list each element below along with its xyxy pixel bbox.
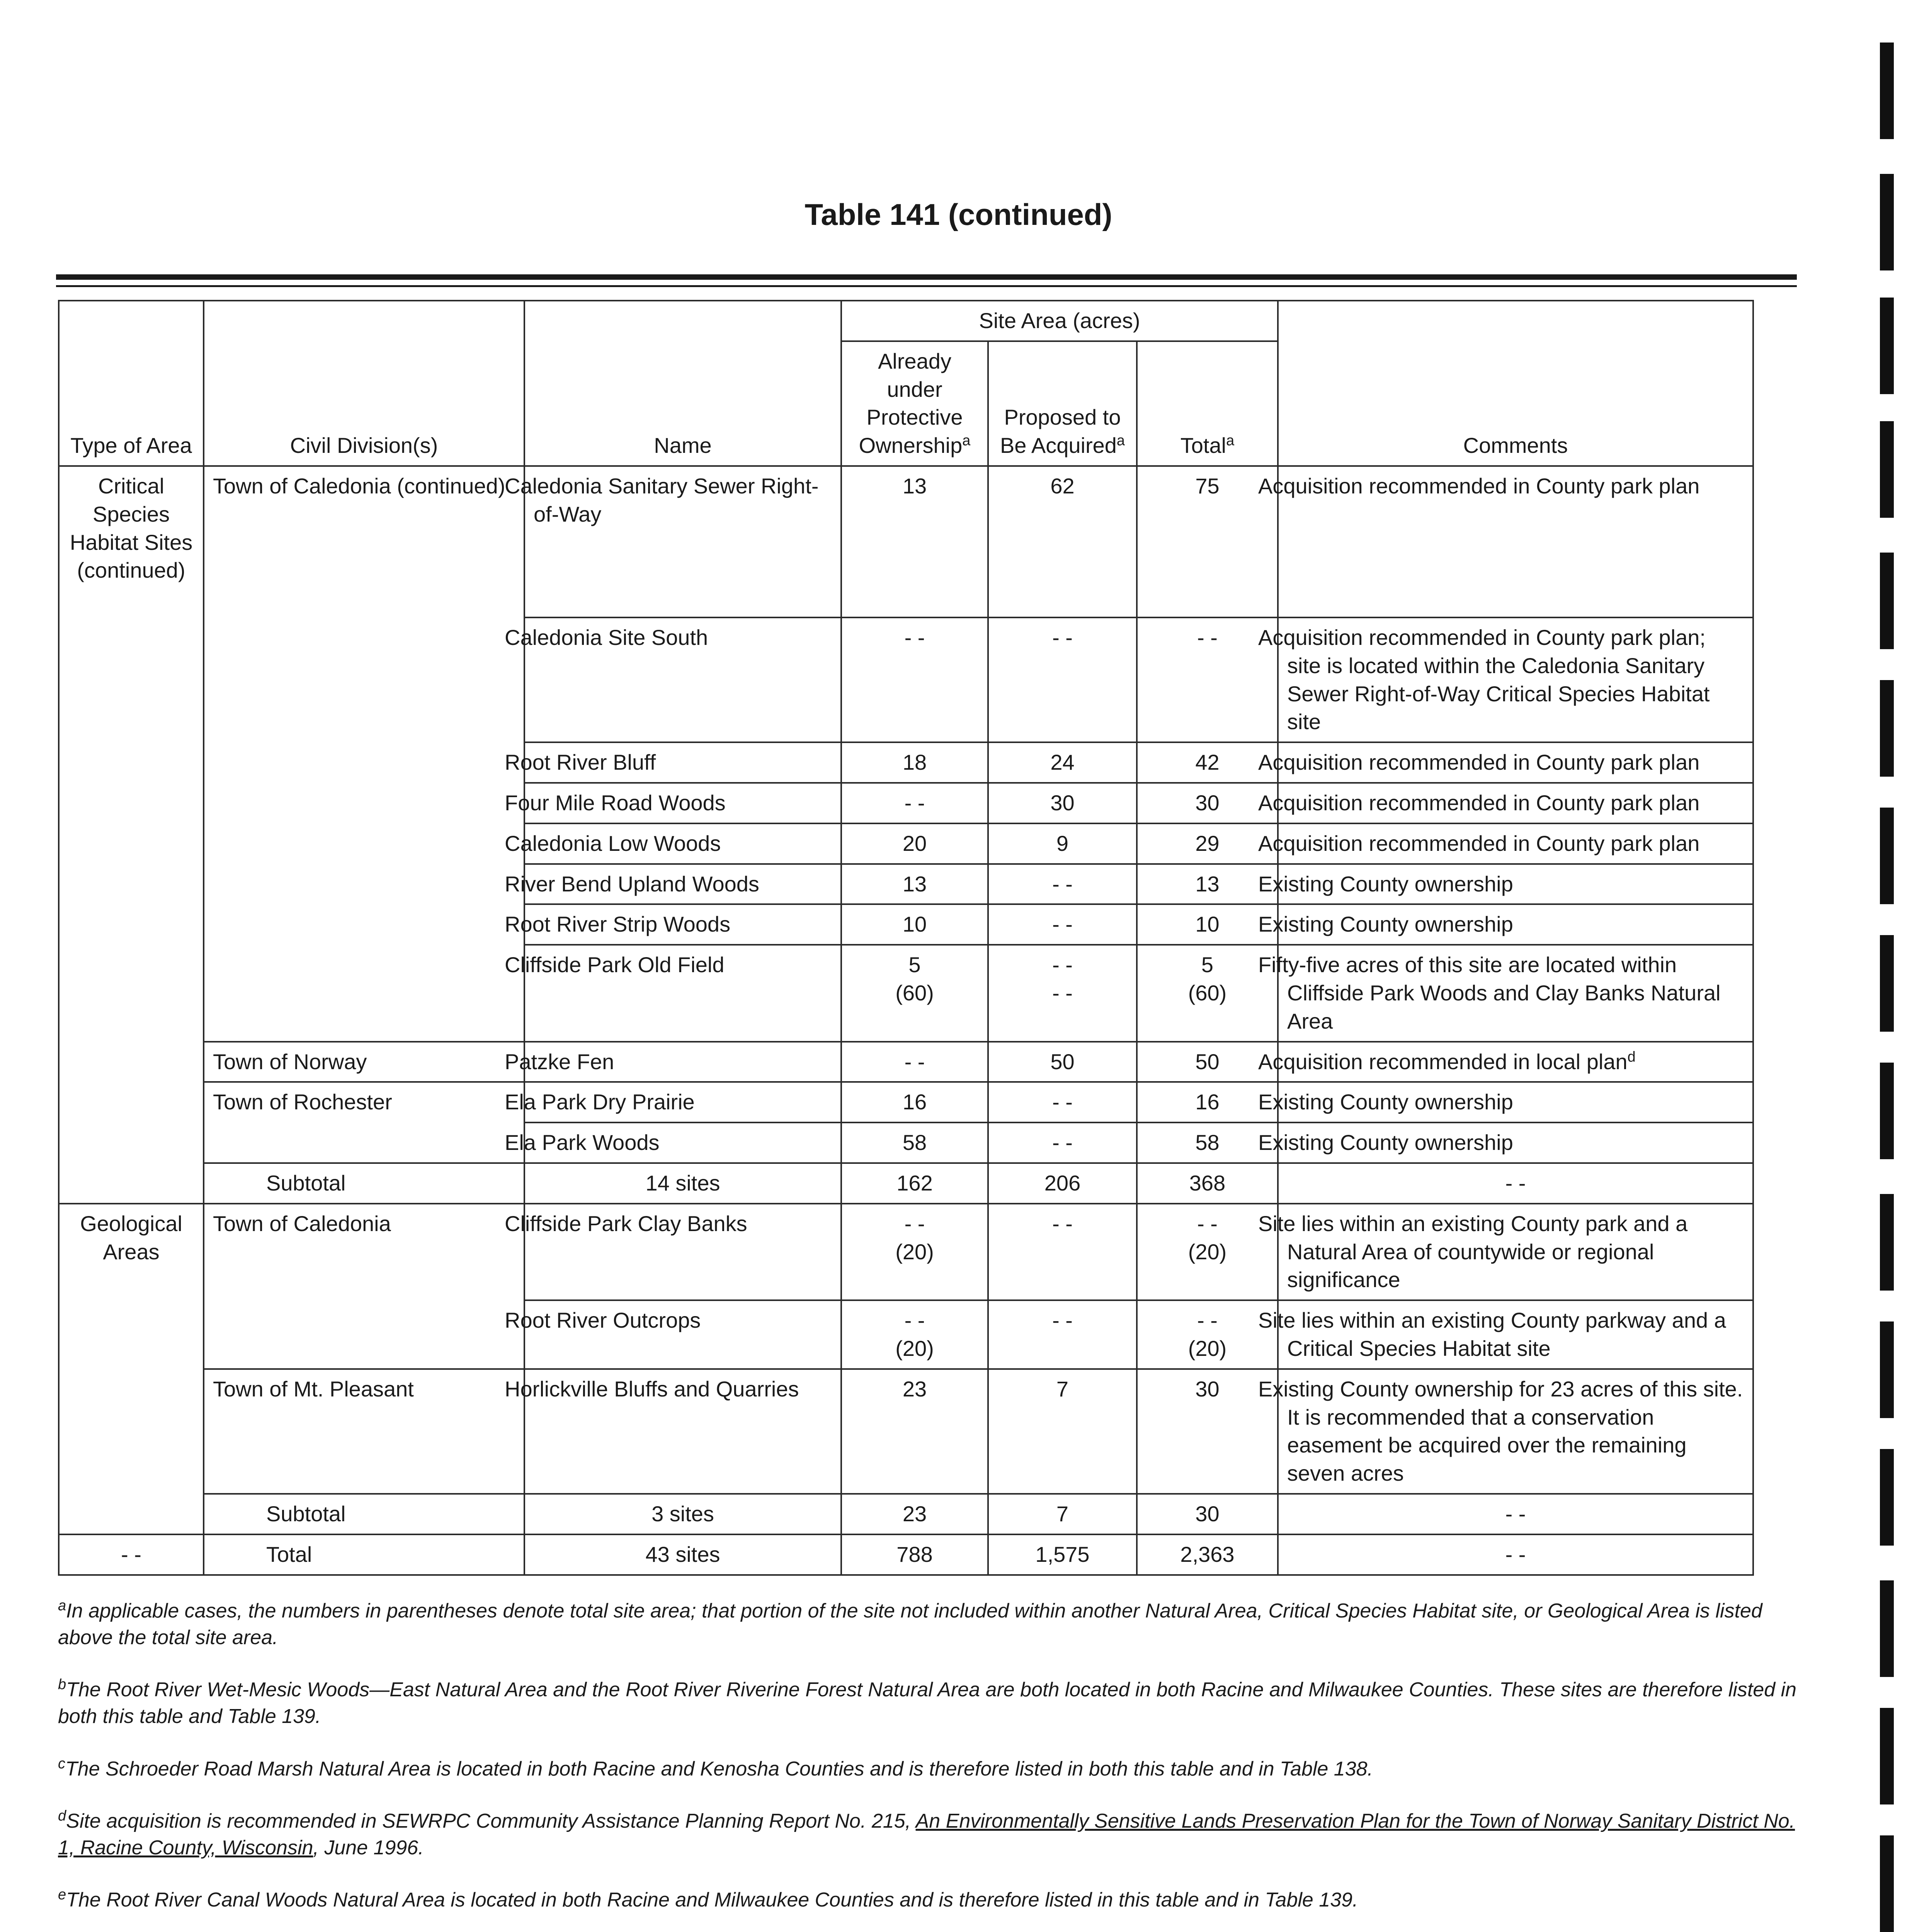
proposed-value: - - [988, 1122, 1137, 1163]
site-name: Root River Strip Woods [524, 904, 841, 945]
subtotal-total: 368 [1137, 1163, 1278, 1204]
already-value: 18 [841, 742, 988, 783]
footnote-b: $^b$The Root River Wet-Mesic Woods—East Natural Area and the Root River Riverine Forest Natural Area are both located in both Racine and Milwaukee Counties. These sites are therefore listed in both this table and Table 139. [58, 1676, 1797, 1728]
table-row [59, 1082, 1753, 1122]
scan-mark [1880, 680, 1894, 777]
comment: Existing County ownership [1278, 904, 1753, 945]
total-value: 30 [1137, 783, 1278, 823]
total-value: 50 [1137, 1042, 1278, 1082]
table-row [59, 1042, 1753, 1082]
site-name: River Bend Upland Woods [524, 864, 841, 905]
total-value: 13 [1137, 864, 1278, 905]
table-row [59, 1369, 1753, 1494]
footnote-a: $^a$In applicable cases, the numbers in parentheses denote total site area; that portion of the site not included within another Natural Area, Critical Species Habitat site, or Geological Area is listed above the total site area. [58, 1597, 1762, 1649]
comment: Acquisition recommended in local plan$^d$ [1278, 1042, 1753, 1082]
subtotal-row [59, 1494, 1753, 1534]
comment: Acquisition recommended in County park plan [1278, 783, 1753, 823]
total-total: 2,363 [1137, 1534, 1278, 1575]
total-value: 75 [1137, 466, 1278, 617]
subtotal-comment: - - [1278, 1163, 1753, 1204]
site-name: Cliffside Park Old Field [524, 945, 841, 1041]
already-value: 10 [841, 904, 988, 945]
already-value: 20 [841, 823, 988, 864]
scan-mark [1880, 1321, 1894, 1418]
scan-mark [1880, 421, 1894, 518]
header-proposed: Proposed to Be Acquired$^a$ [988, 341, 1137, 466]
footnote-mark-a: a [962, 432, 971, 449]
comment: Acquisition recommended in County park plan; site is located within the Caledonia Sanitary Sewer Right-of-Way Critical Species Habitat site [1278, 617, 1753, 742]
footnote-c: $^c$The Schroeder Road Marsh Natural Area is located in both Racine and Kenosha Counties and is therefore listed in both this table and in Table 138. [58, 1755, 1373, 1780]
scan-mark [1880, 553, 1894, 649]
total-value: 5 (60) [1137, 945, 1278, 1041]
total-value: 30 [1137, 1369, 1278, 1494]
site-name: Horlickville Bluffs and Quarries [524, 1369, 841, 1494]
header-site-area: Site Area (acres) [841, 301, 1278, 341]
total-type: - - [59, 1534, 204, 1575]
proposed-value: - - [988, 1204, 1137, 1300]
comment: Site lies within an existing County park and a Natural Area of countywide or regional significance [1278, 1204, 1753, 1300]
footnote-mark-a: a [1226, 432, 1235, 449]
already-value: 5 (60) [841, 945, 988, 1041]
proposed-value: 9 [988, 823, 1137, 864]
scan-mark [1880, 1708, 1894, 1804]
comment: Fifty-five acres of this site are located within Cliffside Park Woods and Clay Banks Natural Area [1278, 945, 1753, 1041]
subtotal-row [59, 1163, 1753, 1204]
proposed-value: - - [988, 904, 1137, 945]
proposed-value: 50 [988, 1042, 1137, 1082]
already-value: 23 [841, 1369, 988, 1494]
site-name: Root River Outcrops [524, 1300, 841, 1369]
total-value: 29 [1137, 823, 1278, 864]
footnotes [58, 1598, 1797, 1932]
scan-mark [1880, 43, 1894, 139]
title-rule-thin [56, 285, 1797, 287]
scan-mark [1880, 1194, 1894, 1291]
total-comment: - - [1278, 1534, 1753, 1575]
division-rochester: Town of Rochester [204, 1082, 524, 1163]
comment: Acquisition recommended in County park plan [1278, 466, 1753, 617]
subtotal-proposed: 7 [988, 1494, 1137, 1534]
division-caledonia: Town of Caledonia [204, 1204, 524, 1369]
total-value: 58 [1137, 1122, 1278, 1163]
site-name: Patzke Fen [524, 1042, 841, 1082]
header-type: Type of Area [59, 301, 204, 466]
table-row [59, 466, 1753, 617]
proposed-value: - - - - [988, 945, 1137, 1041]
proposed-value: - - [988, 1300, 1137, 1369]
already-value: - - (20) [841, 1204, 988, 1300]
header-comments: Comments [1278, 301, 1753, 466]
subtotal-already: 23 [841, 1494, 988, 1534]
proposed-value: - - [988, 1082, 1137, 1122]
proposed-value: 62 [988, 466, 1137, 617]
proposed-value: 7 [988, 1369, 1137, 1494]
proposed-value: - - [988, 864, 1137, 905]
scan-mark [1880, 298, 1894, 394]
footnote-e: $^e$The Root River Canal Woods Natural Area is located in both Racine and Milwaukee Counties and is therefore listed in this table and in Table 139. [58, 1886, 1358, 1912]
footnote-d: $^d$Site acquisition is recommended in SEWRPC Community Assistance Planning Report No. 215, An Environmentally Sensitive Lands Preservation Plan for the Town of Norway Sanitary District No. 1, Racine County, Wisconsin, June 1996. [58, 1808, 1795, 1859]
total-value: - - (20) [1137, 1204, 1278, 1300]
comment: Acquisition recommended in County park plan [1278, 742, 1753, 783]
header-total: Total$^a$ [1137, 341, 1278, 466]
comment: Site lies within an existing County parkway and a Critical Species Habitat site [1278, 1300, 1753, 1369]
total-value: 10 [1137, 904, 1278, 945]
title-rule-thick [56, 274, 1797, 280]
proposed-value: - - [988, 617, 1137, 742]
site-name: Ela Park Woods [524, 1122, 841, 1163]
already-value: 13 [841, 466, 988, 617]
scan-mark [1880, 1449, 1894, 1546]
type-geological-areas: Geological Areas [59, 1204, 204, 1534]
scan-mark [1880, 935, 1894, 1032]
scan-mark [1880, 1835, 1894, 1932]
comment: Existing County ownership [1278, 864, 1753, 905]
header-division: Civil Division(s) [204, 301, 524, 466]
table-row [59, 1204, 1753, 1300]
site-name: Caledonia Site South [524, 617, 841, 742]
subtotal-comment: - - [1278, 1494, 1753, 1534]
total-already: 788 [841, 1534, 988, 1575]
division-caledonia-continued: Town of Caledonia (continued) [204, 466, 524, 1042]
total-row [59, 1534, 1753, 1575]
comment: Existing County ownership [1278, 1082, 1753, 1122]
subtotal-already: 162 [841, 1163, 988, 1204]
site-name: Four Mile Road Woods [524, 783, 841, 823]
footnote-mark-a: a [1116, 432, 1125, 449]
comment: Existing County ownership [1278, 1122, 1753, 1163]
already-value: - - [841, 1042, 988, 1082]
scan-mark [1880, 808, 1894, 904]
total-value: - - (20) [1137, 1300, 1278, 1369]
subtotal-label: Subtotal [204, 1494, 524, 1534]
scan-mark [1880, 1063, 1894, 1159]
comment: Existing County ownership for 23 acres of this site. It is recommended that a conservation easement be acquired over the remaining seven acres [1278, 1369, 1753, 1494]
already-value: - - [841, 783, 988, 823]
proposed-value: 30 [988, 783, 1137, 823]
subtotal-sites: 3 sites [524, 1494, 841, 1534]
site-name: Ela Park Dry Prairie [524, 1082, 841, 1122]
scan-edge-marks [1880, 0, 1895, 1932]
total-value: 42 [1137, 742, 1278, 783]
scan-mark [1880, 1580, 1894, 1677]
site-name: Root River Bluff [524, 742, 841, 783]
type-critical-species: Critical Species Habitat Sites (continued) [59, 466, 204, 1204]
natural-areas-table [58, 300, 1754, 1576]
site-name: Cliffside Park Clay Banks [524, 1204, 841, 1300]
comment: Acquisition recommended in County park plan [1278, 823, 1753, 864]
subtotal-proposed: 206 [988, 1163, 1137, 1204]
table-title: Table 141 (continued) [805, 197, 1112, 231]
total-value: 16 [1137, 1082, 1278, 1122]
proposed-value: 24 [988, 742, 1137, 783]
subtotal-total: 30 [1137, 1494, 1278, 1534]
header-name: Name [524, 301, 841, 466]
subtotal-label: Subtotal [204, 1163, 524, 1204]
already-value: 16 [841, 1082, 988, 1122]
total-sites: 43 sites [524, 1534, 841, 1575]
already-value: 13 [841, 864, 988, 905]
division-mt-pleasant: Town of Mt. Pleasant [204, 1369, 524, 1494]
division-norway: Town of Norway [204, 1042, 524, 1082]
total-proposed: 1,575 [988, 1534, 1137, 1575]
subtotal-sites: 14 sites [524, 1163, 841, 1204]
report-title: An Environmentally Sensitive Lands Preservation Plan for the Town of Norway Sanitary District No. 1, Racine County, Wisconsin [58, 1810, 1795, 1859]
already-value: - - (20) [841, 1300, 988, 1369]
already-value: 58 [841, 1122, 988, 1163]
site-name: Caledonia Low Woods [524, 823, 841, 864]
footnote-mark-d: d [1627, 1048, 1636, 1065]
already-value: - - [841, 617, 988, 742]
site-name: Caledonia Sanitary Sewer Right-of-Way [524, 466, 841, 617]
scan-mark [1880, 174, 1894, 270]
header-already: Already under Protective Ownership$^a$ [841, 341, 988, 466]
total-label: Total [204, 1534, 524, 1575]
total-value: - - [1137, 617, 1278, 742]
